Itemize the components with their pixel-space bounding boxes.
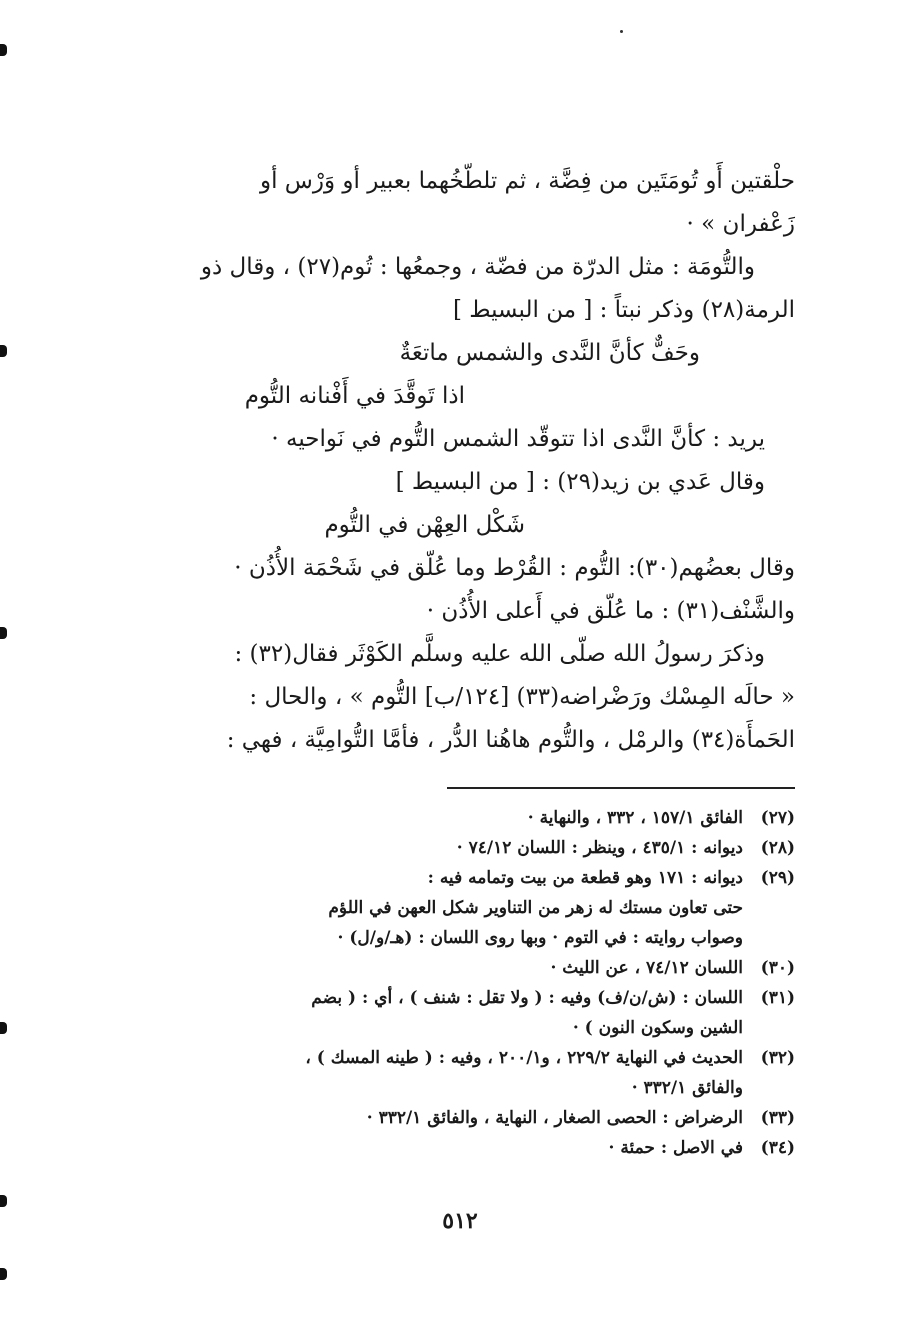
footnote-text: الحديث في النهاية ٢٢٩/٢ ، و٢٠٠/١ ، وفيه : ( طينه المسك ) ، bbox=[305, 1048, 743, 1068]
footnote-number: (٣٠) bbox=[760, 958, 795, 978]
text-line: وقال بعضُهم(٣٠): التُّوم : القُرْط وما عُلّق في شَحْمَة الأُذُن · bbox=[234, 555, 795, 581]
footnote bbox=[135, 803, 795, 833]
footnote-text: والفائق ٣٣٢/١ · bbox=[631, 1078, 743, 1098]
edge-mark bbox=[0, 345, 7, 357]
footnote-text-block bbox=[135, 983, 743, 1043]
footnote-text: الشين وسكون النون ) · bbox=[572, 1018, 743, 1038]
footnote-text: ديوانه : ١٧١ وهو قطعة من بيت وتمامه فيه : bbox=[427, 868, 743, 888]
edge-mark bbox=[0, 1268, 7, 1280]
footnote-number: (٣٢) bbox=[760, 1048, 795, 1068]
edge-mark bbox=[0, 44, 7, 56]
footnote-text: وصواب روايته : في التوم · وبها روى اللسان : (هـ/و/ل) · bbox=[337, 928, 743, 948]
text-line: والشَّنْف(٣١) : ما عُلّق في أَعلى الأُذُن · bbox=[426, 598, 795, 624]
text-line: الرمة(٢٨) وذكر نبتاً : [ من البسيط ] bbox=[452, 297, 795, 323]
footnote bbox=[135, 1103, 795, 1133]
footnotes bbox=[135, 803, 795, 1163]
text-line: زَعْفران » · bbox=[686, 211, 795, 237]
page-number: ٥١٢ bbox=[442, 1208, 478, 1234]
text-line: وذكرَ رسولُ الله صلّى الله عليه وسلَّم الكَوْثَر فقال(٣٢) : bbox=[234, 641, 765, 667]
edge-mark bbox=[0, 1195, 7, 1207]
footnote-text: اللسان : (ش/ن/ف) وفيه : ( ولا تقل : شنف ) ، أي : ( بضم bbox=[311, 988, 743, 1008]
edge-mark bbox=[0, 1022, 7, 1034]
text-line: وقال عَدي بن زيد(٢٩) : [ من البسيط ] bbox=[395, 469, 765, 495]
footnote bbox=[135, 833, 795, 863]
footnote-text: الفائق ١٥٧/١ ، ٣٣٢ ، والنهاية · bbox=[527, 808, 743, 828]
footnote-text: ديوانه : ٤٣٥/١ ، وينظر : اللسان ٧٤/١٢ · bbox=[456, 838, 743, 858]
footnote-number: (٢٨) bbox=[760, 838, 795, 858]
verse-line: اذا تَوقَّدَ في أَفْنانه التُّوم bbox=[244, 383, 465, 409]
text-line: والتُّومَة : مثل الدرّة من فضّة ، وجمعُها : تُوم(٢٧) ، وقال ذو bbox=[200, 254, 755, 280]
footnote-number: (٣٤) bbox=[760, 1138, 795, 1158]
footnote bbox=[135, 953, 795, 983]
footnote-text-block bbox=[135, 863, 743, 953]
footnote-separator bbox=[447, 787, 795, 789]
footnote-number: (٢٩) bbox=[760, 868, 795, 888]
footnote bbox=[135, 1043, 795, 1103]
footnote-number: (٣١) bbox=[760, 988, 795, 1008]
footnote bbox=[135, 983, 795, 1043]
footnote-text: اللسان ٧٤/١٢ ، عن الليث · bbox=[550, 958, 743, 978]
text-line: « حالَه المِسْك ورَضْراضه(٣٣) [١٢٤/ب] التُّوم » ، والحال : bbox=[249, 684, 795, 710]
footnote bbox=[135, 1133, 795, 1163]
footnote-verse: حتى تعاون مستك له زهر من التناوير شكل العهن في اللؤم bbox=[328, 898, 743, 918]
main-text bbox=[135, 160, 795, 762]
footnote bbox=[135, 863, 795, 953]
verse-line: وحَفٌّ كأنَّ النَّدى والشمس ماتعَةٌ bbox=[399, 340, 700, 366]
text-line: يريد : كأنَّ النَّدى اذا تتوقّد الشمس التُّوم في نَواحيه · bbox=[271, 426, 765, 452]
footnote-text-block bbox=[135, 1043, 743, 1103]
edge-mark bbox=[0, 627, 7, 639]
footnote-number: (٣٣) bbox=[760, 1108, 795, 1128]
text-line: الحَمأَة(٣٤) والرمْل ، والتُّوم هاهُنا الدُّر ، فأمَّا التُّوامِيَّة ، فهي : bbox=[226, 727, 795, 753]
verse-line: شَكْل العِهْن في التُّوم bbox=[324, 512, 525, 538]
speck bbox=[620, 30, 623, 33]
footnote-text: الرضراض : الحصى الصغار ، النهاية ، والفائق ٣٣٢/١ · bbox=[366, 1108, 743, 1128]
text-line: حلْقتين أَو تُومَتَين من فِضَّة ، ثم تلطّخُهما بعبير أو وَرْس أو bbox=[260, 168, 795, 194]
footnote-text: في الاصل : حمئة · bbox=[608, 1138, 743, 1158]
footnote-number: (٢٧) bbox=[760, 808, 795, 828]
